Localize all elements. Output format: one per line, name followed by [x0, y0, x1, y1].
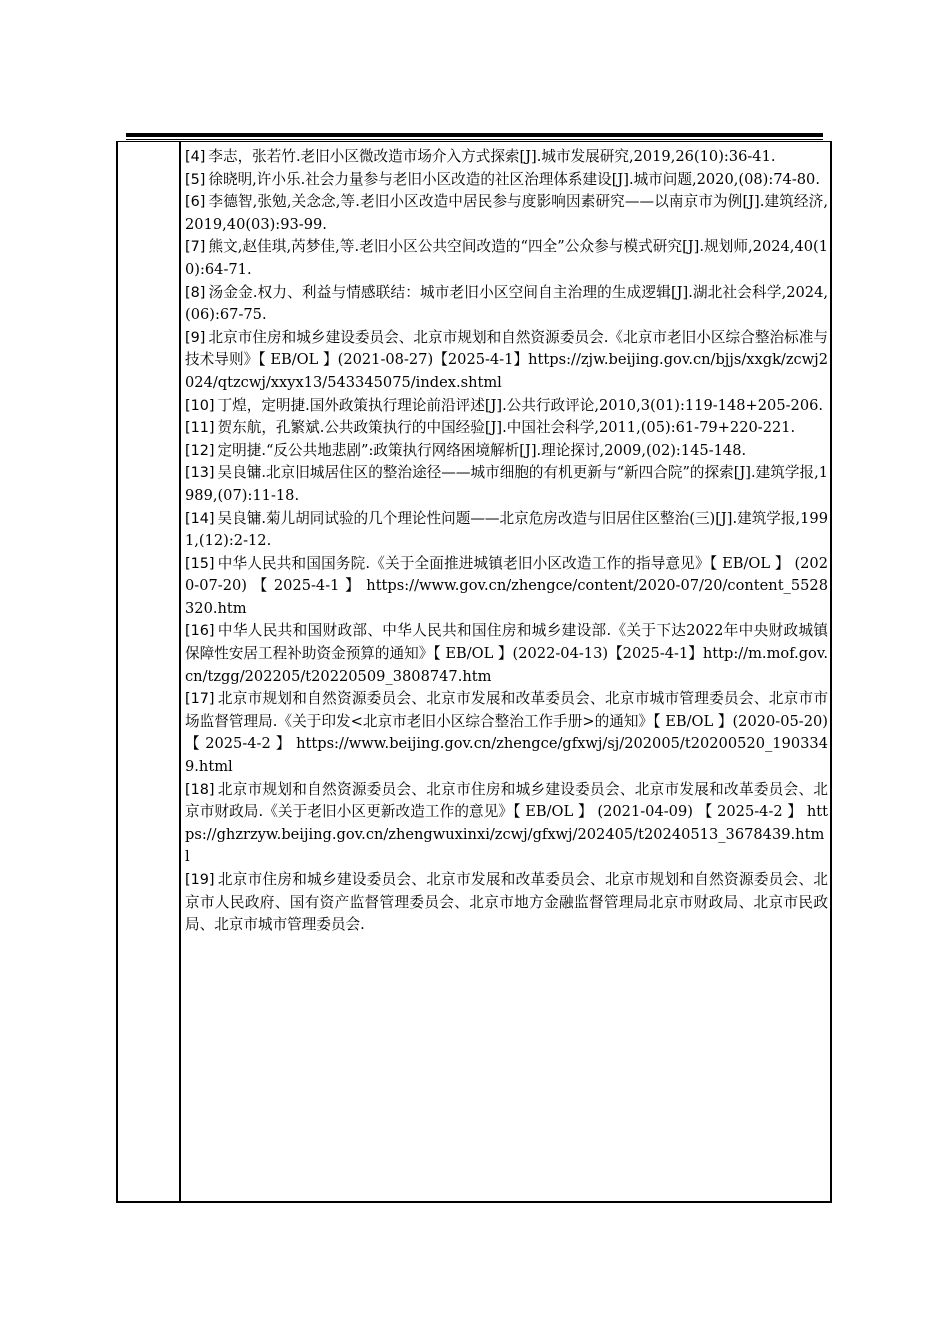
reference-text: 汤金金.权力、利益与情感联结：城市老旧小区空间自主治理的生成逻辑[J].湖北社会科学,2024,(06):67-75.	[185, 283, 828, 324]
reference-number: [7]	[185, 239, 206, 256]
reference-item	[185, 327, 828, 395]
reference-number: [11]	[185, 420, 215, 437]
reference-number: [14]	[185, 510, 215, 527]
reference-item	[185, 869, 828, 937]
reference-list	[185, 146, 828, 937]
reference-item	[185, 169, 828, 192]
reference-item	[185, 553, 828, 621]
reference-text: 北京市规划和自然资源委员会、北京市发展和改革委员会、北京市城市管理委员会、北京市市场监督管理局.《关于印发<北京市老旧小区综合整治工作手册>的通知》【 EB/OL 】(2020-05-20)【 2025-4-2 】 https://www.beijing.gov.cn/zhengce/gfxwj/sj/202005/t20200520_1903349.html	[185, 690, 828, 776]
reference-number: [18]	[185, 781, 215, 798]
reference-number: [13]	[185, 465, 215, 482]
reference-item	[185, 508, 828, 553]
reference-number: [19]	[185, 872, 215, 888]
reference-item	[185, 282, 828, 327]
reference-text: 熊文,赵佳琪,芮梦佳,等.老旧小区公共空间改造的“四全”公众参与模式研究[J].规划师,2024,40(10):64-71.	[185, 238, 828, 278]
reference-item	[185, 688, 828, 778]
reference-text: 北京市住房和城乡建设委员会、北京市发展和改革委员会、北京市规划和自然资源委员会、北京市人民政府、国有资产监督管理委员会、北京市地方金融监督管理局北京市财政局、北京市民政局、北京市城市管理委员会.	[185, 871, 828, 934]
reference-number: [17]	[185, 691, 215, 708]
table-column-divider	[179, 141, 181, 1203]
reference-item	[185, 440, 828, 463]
reference-text: 李德智,张勉,关念念,等.老旧小区改造中居民参与度影响因素研究——以南京市为例[J].建筑经济,2019,40(03):93-99.	[185, 193, 828, 233]
reference-item	[185, 417, 828, 440]
reference-number: [6]	[185, 194, 206, 211]
reference-text: 定明捷.“反公共地悲剧”:政策执行网络困境解析[J].理论探讨,2009,(02):145-148.	[217, 441, 747, 459]
reference-item	[185, 146, 828, 169]
reference-item	[185, 191, 828, 236]
reference-item	[185, 395, 828, 418]
reference-number: [8]	[185, 284, 206, 301]
reference-item	[185, 779, 828, 869]
reference-text: 中华人民共和国财政部、中华人民共和国住房和城乡建设部.《关于下达2022年中央财政城镇保障性安居工程补助资金预算的通知》【 EB/OL 】(2022-04-13)【2025-4-1】http://m.mof.gov.cn/tzgg/202205/t20220509_3808747.htm	[185, 622, 828, 685]
reference-number: [15]	[185, 555, 215, 572]
reference-text: 吴良镛.北京旧城居住区的整治途径——城市细胞的有机更新与“新四合院”的探索[J].建筑学报,1989,(07):11-18.	[185, 464, 828, 504]
reference-text: 徐晓明,许小乐.社会力量参与老旧小区改造的社区治理体系建设[J].城市问题,2020,(08):74-80.	[208, 170, 820, 188]
reference-text: 李志，张若竹.老旧小区微改造市场介入方式探索[J].城市发展研究,2019,26(10):36-41.	[208, 148, 776, 165]
header-rule-thin	[126, 139, 823, 140]
reference-number: [16]	[185, 623, 215, 640]
reference-item	[185, 620, 828, 688]
reference-number: [9]	[185, 329, 206, 346]
reference-text: 北京市住房和城乡建设委员会、北京市规划和自然资源委员会.《北京市老旧小区综合整治标准与技术导则》【 EB/OL 】(2021-08-27)【2025-4-1】https://zjw.beijing.gov.cn/bjjs/xxgk/zcwj2024/qtzcwj/xxyx13/543345075/index.shtml	[185, 328, 828, 391]
reference-item	[185, 236, 828, 281]
reference-number: [5]	[185, 171, 206, 188]
reference-text: 吴良镛.菊儿胡同试验的几个理论性问题——北京危房改造与旧居住区整治(三)[J].建筑学报,1991,(12):2-12.	[185, 509, 828, 550]
reference-number: [12]	[185, 442, 215, 459]
reference-item	[185, 462, 828, 507]
reference-text: 丁煌，定明捷.国外政策执行理论前沿评述[J].公共行政评论,2010,3(01):119-148+205-206.	[217, 396, 824, 414]
header-rule-thick	[126, 133, 823, 137]
reference-text: 北京市规划和自然资源委员会、北京市住房和城乡建设委员会、北京市发展和改革委员会、北京市财政局.《关于老旧小区更新改造工作的意见》【 EB/OL 】 (2021-04-09) 【 2025-4-2 】 https://ghzrzyw.beijing.gov.cn/zhengwuxinxi/zcwj/gfxwj/202405/t20240513_3678439.html	[185, 780, 828, 866]
reference-text: 中华人民共和国国务院.《关于全面推进城镇老旧小区改造工作的指导意见》【 EB/OL 】 (2020-07-20) 【 2025-4-1 】 https://www.gov.cn/zhengce/content/2020-07/20/content_5528320.htm	[185, 554, 828, 617]
reference-number: [10]	[185, 397, 215, 414]
reference-number: [4]	[185, 149, 206, 165]
reference-text: 贺东航，孔繁斌.公共政策执行的中国经验[J].中国社会科学,2011,(05):61-79+220-221.	[217, 419, 796, 437]
